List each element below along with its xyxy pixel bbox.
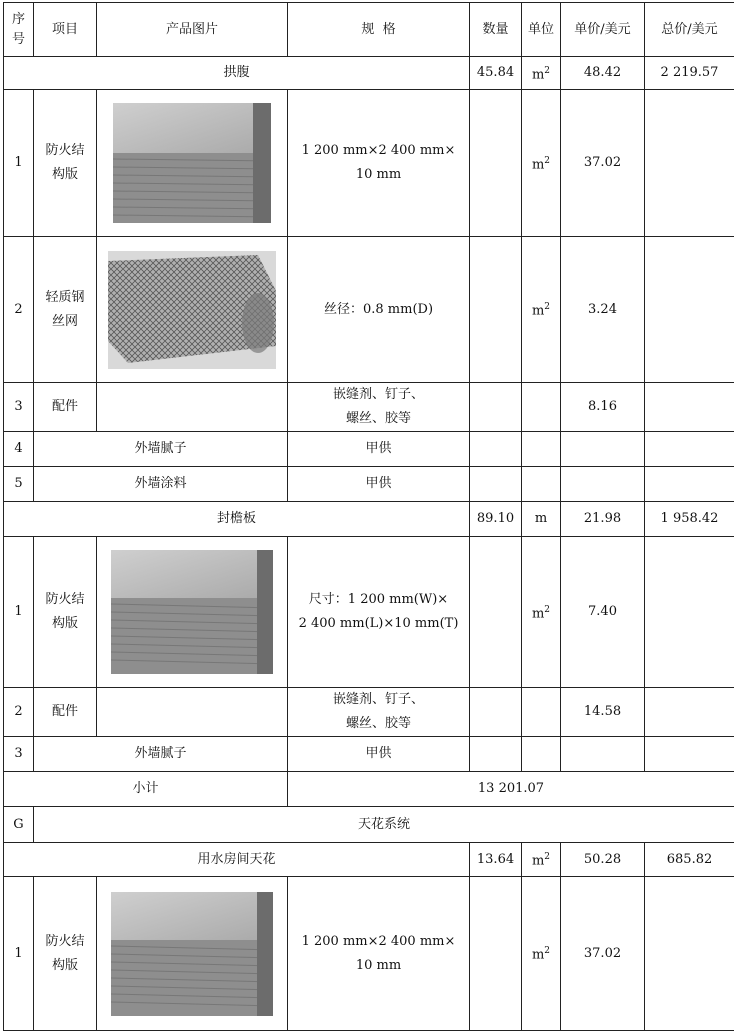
table-row xyxy=(4,737,734,772)
header-row xyxy=(4,3,734,57)
row-no: 1 xyxy=(4,877,34,1031)
row-spec: 嵌缝剂、钉子、 螺丝、胶等 xyxy=(288,383,470,432)
row-qty xyxy=(470,383,522,432)
category-row xyxy=(4,807,734,843)
row-qty xyxy=(470,432,522,467)
fireproof-board-photo-icon xyxy=(113,103,271,223)
category-title: 天花系统 xyxy=(34,807,734,843)
row-unit xyxy=(522,688,561,737)
row-total xyxy=(645,90,734,237)
row-total xyxy=(645,432,734,467)
table-row xyxy=(4,467,734,502)
row-no: 3 xyxy=(4,737,34,772)
subtotal-label: 小计 xyxy=(4,772,288,807)
quotation-table-page xyxy=(3,2,734,1031)
row-no: 1 xyxy=(4,90,34,237)
row-qty xyxy=(470,237,522,383)
row-spec: 甲供 xyxy=(288,432,470,467)
row-item: 外墙涂料 xyxy=(34,467,288,502)
row-item: 轻质钢 丝网 xyxy=(34,237,97,383)
row-item: 配件 xyxy=(34,383,97,432)
row-unit xyxy=(522,467,561,502)
row-unit-price: 14.58 xyxy=(561,688,645,737)
section-total: 685.82 xyxy=(645,843,734,877)
table-row xyxy=(4,90,734,237)
section-total: 1 958.42 xyxy=(645,502,734,537)
row-unit-price: 3.24 xyxy=(561,237,645,383)
row-unit xyxy=(522,432,561,467)
row-no: 1 xyxy=(4,537,34,688)
row-no: 5 xyxy=(4,467,34,502)
row-qty xyxy=(470,877,522,1031)
row-spec: 1 200 mm×2 400 mm× 10 mm xyxy=(288,90,470,237)
row-unit: $m^2$ xyxy=(522,90,561,237)
row-unit: $m^2$ xyxy=(522,237,561,383)
row-qty xyxy=(470,537,522,688)
section-unit: $m^2$ xyxy=(522,57,561,90)
header-total: 总价/美元 xyxy=(645,3,734,57)
row-no: 2 xyxy=(4,688,34,737)
section-unit-price: 50.28 xyxy=(561,843,645,877)
row-image xyxy=(97,688,288,737)
table-row xyxy=(4,877,734,1031)
section-qty: 45.84 xyxy=(470,57,522,90)
row-qty xyxy=(470,737,522,772)
section-unit: m xyxy=(522,502,561,537)
row-total xyxy=(645,737,734,772)
row-no: 2 xyxy=(4,237,34,383)
section-unit-price: 48.42 xyxy=(561,57,645,90)
row-unit: $m^2$ xyxy=(522,537,561,688)
row-spec: 尺寸：1 200 mm(W)× 2 400 mm(L)×10 mm(T) xyxy=(288,537,470,688)
section-total: 2 219.57 xyxy=(645,57,734,90)
table-row xyxy=(4,383,734,432)
row-spec: 嵌缝剂、钉子、 螺丝、胶等 xyxy=(288,688,470,737)
row-item: 外墙腻子 xyxy=(34,737,288,772)
row-image xyxy=(97,537,288,688)
row-qty xyxy=(470,90,522,237)
row-unit: $m^2$ xyxy=(522,877,561,1031)
section-qty: 13.64 xyxy=(470,843,522,877)
row-spec: 甲供 xyxy=(288,467,470,502)
row-item: 外墙腻子 xyxy=(34,432,288,467)
category-no: G xyxy=(4,807,34,843)
row-total xyxy=(645,688,734,737)
row-image xyxy=(97,383,288,432)
row-qty xyxy=(470,688,522,737)
header-no: 序号 xyxy=(4,3,34,57)
table-row xyxy=(4,688,734,737)
header-image: 产品图片 xyxy=(97,3,288,57)
fireproof-board-photo-icon xyxy=(111,550,273,674)
fireproof-board-photo-icon xyxy=(111,892,273,1016)
table-row xyxy=(4,237,734,383)
row-image xyxy=(97,237,288,383)
quotation-table xyxy=(3,2,734,1031)
section-title: 拱腹 xyxy=(4,57,470,90)
row-image xyxy=(97,877,288,1031)
steel-wire-mesh-photo-icon xyxy=(108,251,276,369)
row-unit-price xyxy=(561,432,645,467)
row-spec: 丝径：0.8 mm(D) xyxy=(288,237,470,383)
header-qty: 数量 xyxy=(470,3,522,57)
row-unit-price: 37.02 xyxy=(561,90,645,237)
subtotal-row xyxy=(4,772,734,807)
section-row-fascia xyxy=(4,502,734,537)
subtotal-value: 13 201.07 xyxy=(288,772,734,807)
section-row-soffit xyxy=(4,57,734,90)
row-unit xyxy=(522,383,561,432)
row-unit-price: 37.02 xyxy=(561,877,645,1031)
row-no: 4 xyxy=(4,432,34,467)
header-unit-price: 单价/美元 xyxy=(561,3,645,57)
row-item: 防火结 构版 xyxy=(34,877,97,1031)
row-unit-price: 7.40 xyxy=(561,537,645,688)
table-row xyxy=(4,537,734,688)
row-qty xyxy=(470,467,522,502)
row-unit-price xyxy=(561,467,645,502)
row-spec: 甲供 xyxy=(288,737,470,772)
section-row-wet-room-ceiling xyxy=(4,843,734,877)
row-unit xyxy=(522,737,561,772)
row-no: 3 xyxy=(4,383,34,432)
row-total xyxy=(645,237,734,383)
section-title: 封檐板 xyxy=(4,502,470,537)
section-qty: 89.10 xyxy=(470,502,522,537)
row-total xyxy=(645,383,734,432)
row-item: 防火结 构版 xyxy=(34,90,97,237)
row-spec: 1 200 mm×2 400 mm× 10 mm xyxy=(288,877,470,1031)
row-item: 配件 xyxy=(34,688,97,737)
row-unit-price xyxy=(561,737,645,772)
row-unit-price: 8.16 xyxy=(561,383,645,432)
section-title: 用水房间天花 xyxy=(4,843,470,877)
header-unit: 单位 xyxy=(522,3,561,57)
header-item: 项目 xyxy=(34,3,97,57)
row-total xyxy=(645,877,734,1031)
header-spec: 规 格 xyxy=(288,3,470,57)
table-row xyxy=(4,432,734,467)
section-unit-price: 21.98 xyxy=(561,502,645,537)
row-total xyxy=(645,467,734,502)
row-total xyxy=(645,537,734,688)
section-unit: $m^2$ xyxy=(522,843,561,877)
row-item: 防火结 构版 xyxy=(34,537,97,688)
row-image xyxy=(97,90,288,237)
